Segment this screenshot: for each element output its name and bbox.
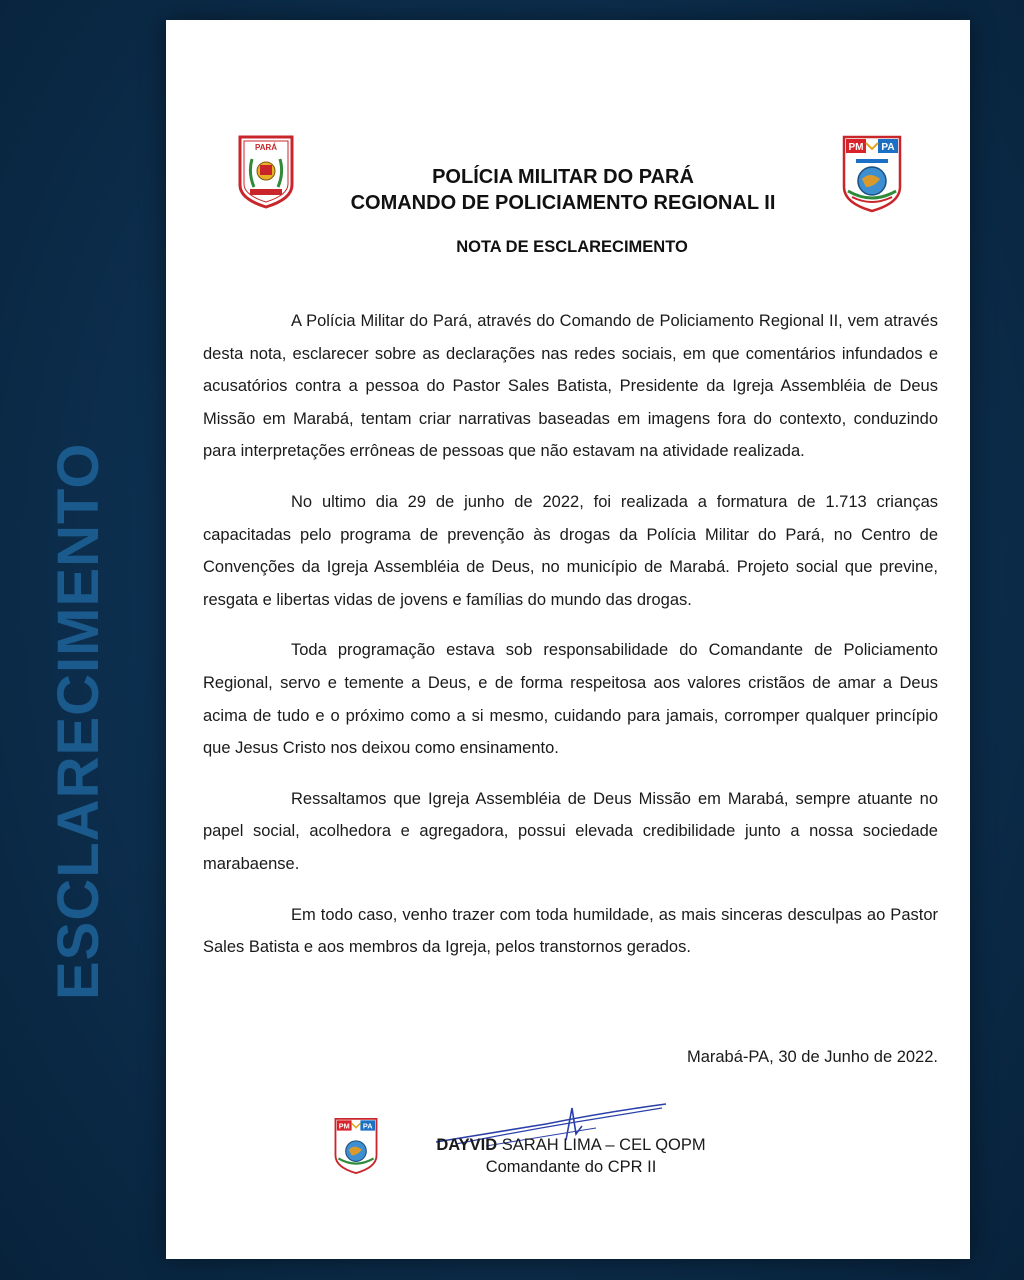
pm-pa-shield-icon — [842, 135, 902, 213]
note-title: NOTA DE ESCLARECIMENTO — [456, 238, 688, 256]
svg-text:PA: PA — [362, 1121, 373, 1131]
signer-name — [416, 1134, 726, 1156]
pm-pa-shield-small-icon — [334, 1117, 378, 1175]
svg-text:PM: PM — [848, 142, 864, 153]
signer-block — [416, 1134, 726, 1178]
signer-name-bold: DAYVID — [436, 1136, 498, 1154]
header-line-2: COMANDO DE POLICIAMENTO REGIONAL II — [350, 192, 776, 214]
paragraph: A Polícia Militar do Pará, através do Comando de Policiamento Regional II, vem através desta nota, esclarecer sobre as declarações nas redes sociais, em que comentários infundados e acusatórios contra a pessoa do Pastor Sales Batista, Presidente da Igreja Assembléia de Deus Missão em Marabá, tentam criar narrativas baseadas em imagens fora do contexto, conduzindo para interpretações errôneas de pessoas que não estavam na atividade realizada. — [203, 312, 938, 461]
paragraph: No ultimo dia 29 de junho de 2022, foi realizada a formatura de 1.713 crianças capacitadas pelo programa de prevenção às drogas da Polícia Militar do Pará, no Centro de Convenções da Igreja Assembléia de Deus, no município de Marabá. Projeto social que previne, resgata e libertas vidas de jovens e famílias do mundo das drogas. — [203, 492, 938, 609]
paragraph: Ressaltamos que Igreja Assembléia de Deus Missão em Marabá, sempre atuante no papel social, acolhedora e agregadora, possui elevada credibilidade junto a nossa sociedade marabaense. — [203, 789, 938, 873]
date-line: Marabá-PA, 30 de Junho de 2022. — [686, 1048, 938, 1066]
paragraph: Em todo caso, venho trazer com toda humildade, as mais sinceras desculpas ao Pastor Sales Batista e aos membros da Igreja, pelos transtornos gerados. — [203, 905, 938, 957]
svg-text:PA: PA — [881, 142, 895, 153]
document-page — [166, 20, 970, 1259]
header-line-1: POLÍCIA MILITAR DO PARÁ — [432, 166, 694, 188]
note-body — [203, 305, 938, 982]
svg-text:PARÁ: PARÁ — [254, 143, 278, 152]
side-label-esclarecimento: ESCLARECIMENTO — [46, 442, 111, 1000]
paragraph: Toda programação estava sob responsabilidade do Comandante de Policiamento Regional, servo e temente a Deus, e de forma respeitosa aos valores cristãos de amar a Deus acima de tudo e o próximo como a si mesmo, cuidando para jamais, corromper qualquer princípio que Jesus Cristo nos deixou como ensinamento. — [203, 641, 938, 758]
signer-role: Comandante do CPR II — [485, 1158, 657, 1176]
svg-text:PM: PM — [338, 1121, 350, 1131]
signer-name-rest: SARAH LIMA – CEL QOPM — [497, 1136, 706, 1154]
